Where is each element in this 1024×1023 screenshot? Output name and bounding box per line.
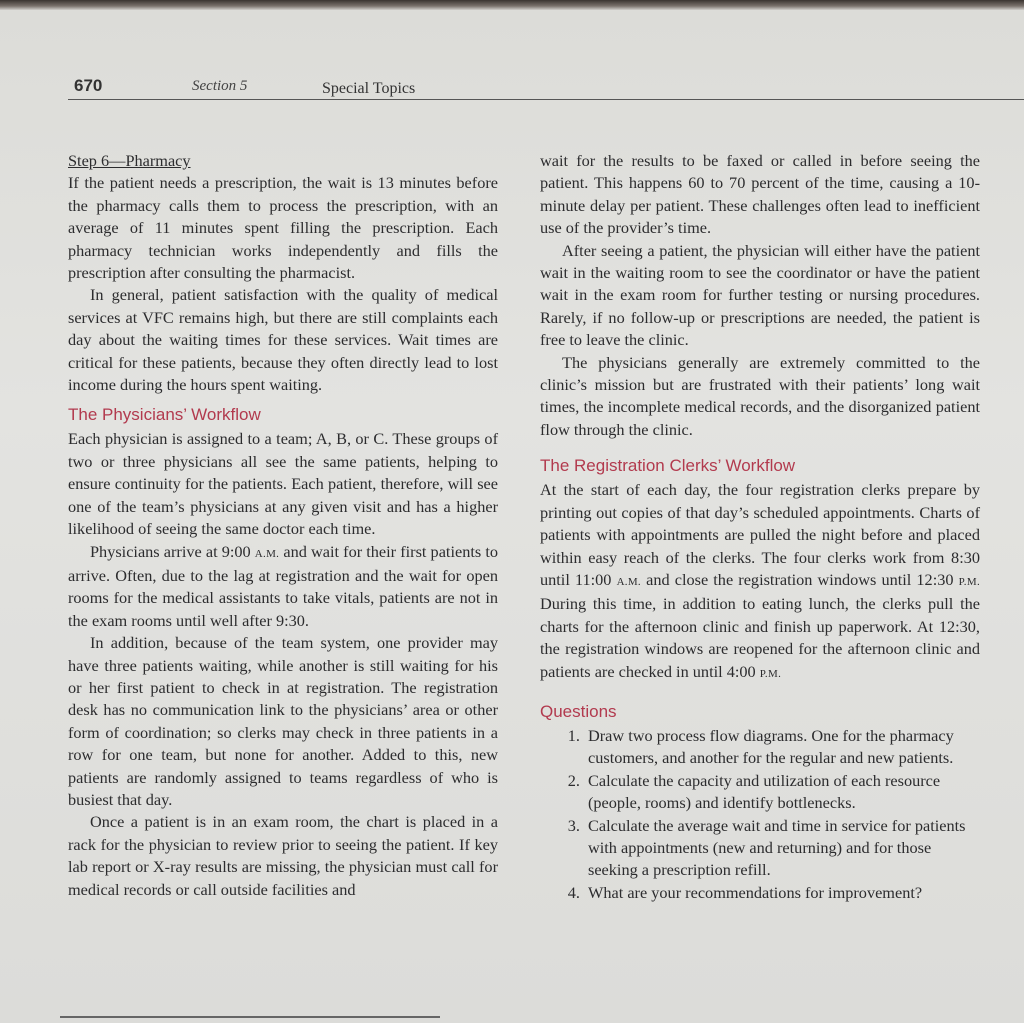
physicians-paragraph-1: Each physician is assigned to a team; A, B, or C. These groups of two or three physicians all see the same patients, helping to ensure continuity for the patients. Each patient, therefore, will see one of the team’s physicians at any given visit and has a higher likelihood of seeing the same doctor each time. xyxy=(68,429,498,539)
step6-paragraph: If the patient needs a prescription, the wait is 13 minutes before the pharmacy calls them to process the prescription, with an average of 11 minutes spent filling the prescription. Each pharmacy technician works independently and fills the prescription after consulting the pharmacist. xyxy=(68,173,498,283)
question-item: 3. Calculate the average wait and time in service for patients with appointments (new and returning) and for those seeking a prescription refill. xyxy=(584,815,980,882)
registration-paragraph xyxy=(540,479,980,685)
reg-pm-2: P.M. xyxy=(759,667,782,680)
physicians-paragraph-4: Once a patient is in an exam room, the chart is placed in a rack for the physician to review prior to seeing the patient. If key lab report or X-ray results are missing, the physician must call for medical records or call outside facilities and xyxy=(68,812,498,899)
satisfaction-paragraph: In general, patient satisfaction with the quality of medical services at VFC remains high, but there are still complaints each day about the waiting times for these services. Wait times are critical for these patients, because they often directly lead to lost income during the hours spent waiting. xyxy=(68,285,498,395)
page-bottom-rule xyxy=(60,1016,440,1018)
reg-text-c: During this time, in addition to eating lunch, the clerks pull the charts for the afternoon clinic and finish up paperwork. At 12:30, the registration windows are reopened for the afternoon clinic and patients are checked in until 4:00 xyxy=(540,594,980,681)
after-seeing-paragraph: After seeing a patient, the physician will either have the patient wait in the waiting room to see the coordinator or have the patient wait in the exam room for further testing or nursing procedures. Rarely, if no follow-up or prescriptions are needed, the patient is free to leave the clinic. xyxy=(540,240,980,350)
questions-heading: Questions xyxy=(540,701,617,721)
page-number: 670 xyxy=(74,76,103,95)
p2-text-a: Physicians arrive at 9:00 xyxy=(90,541,255,561)
right-column xyxy=(540,150,980,904)
p2-text-b: and wait for their first patients to arrive. Often, due to the lag at registration and the wait for open rooms for the medical assistants to take vitals, patients are not in the exam rooms until well after 9:30. xyxy=(68,541,498,630)
page-top-edge xyxy=(0,0,1024,10)
left-column xyxy=(68,150,498,901)
question-item: 4. What are your recommendations for improvement? xyxy=(584,882,980,904)
registration-workflow-heading: The Registration Clerks’ Workflow xyxy=(540,456,796,476)
reg-pm-1: P.M. xyxy=(958,575,980,588)
question-item: 1. Draw two process flow diagrams. One for the pharmacy customers, and another for the regular and new patients. xyxy=(584,725,980,770)
step6-title: Step 6—Pharmacy xyxy=(68,151,191,170)
header-rule xyxy=(68,99,1024,100)
questions-list xyxy=(540,725,980,904)
reg-text-b: and close the registration windows until 12:30 xyxy=(641,569,959,589)
committed-paragraph: The physicians generally are extremely committed to the clinic’s mission but are frustrated with their patients’ long wait times, the incomplete medical records, and the disorganized patient flow through the clinic. xyxy=(540,352,980,439)
physicians-paragraph-2 xyxy=(68,541,498,633)
physicians-workflow-heading: The Physicians’ Workflow xyxy=(68,405,261,425)
section-label: Section 5 xyxy=(192,78,248,94)
p2-am: A.M. xyxy=(254,547,280,560)
physicians-paragraph-3: In addition, because of the team system, one provider may have three patients waiting, while another is still waiting for his or her first patient to check in at registration. The registration desk has no communication link to the physicians’ area or other form of coordination; so clerks may check in three patients in a row for one team, but none for another. Added to this, new patients are randomly assigned to teams regardless of who is busiest that day. xyxy=(68,633,498,809)
reg-am: A.M. xyxy=(616,575,641,588)
question-item: 2. Calculate the capacity and utilization of each resource (people, rooms) and identify bottlenecks. xyxy=(584,770,980,815)
reg-text-a: At the start of each day, the four registration clerks prepare by printing out copies of that day’s scheduled appointments. Charts of patients with appointments are pulled the night before and placed within easy reach of the clerks. The four clerks work from 8:30 until 11:00 xyxy=(540,480,980,589)
continued-paragraph: wait for the results to be faxed or called in before seeing the patient. This happens 60 to 70 percent of the time, causing a 10-minute delay per patient. These challenges often lead to inefficient use of the provider’s time. xyxy=(540,151,980,238)
section-topic: Special Topics xyxy=(322,80,416,97)
